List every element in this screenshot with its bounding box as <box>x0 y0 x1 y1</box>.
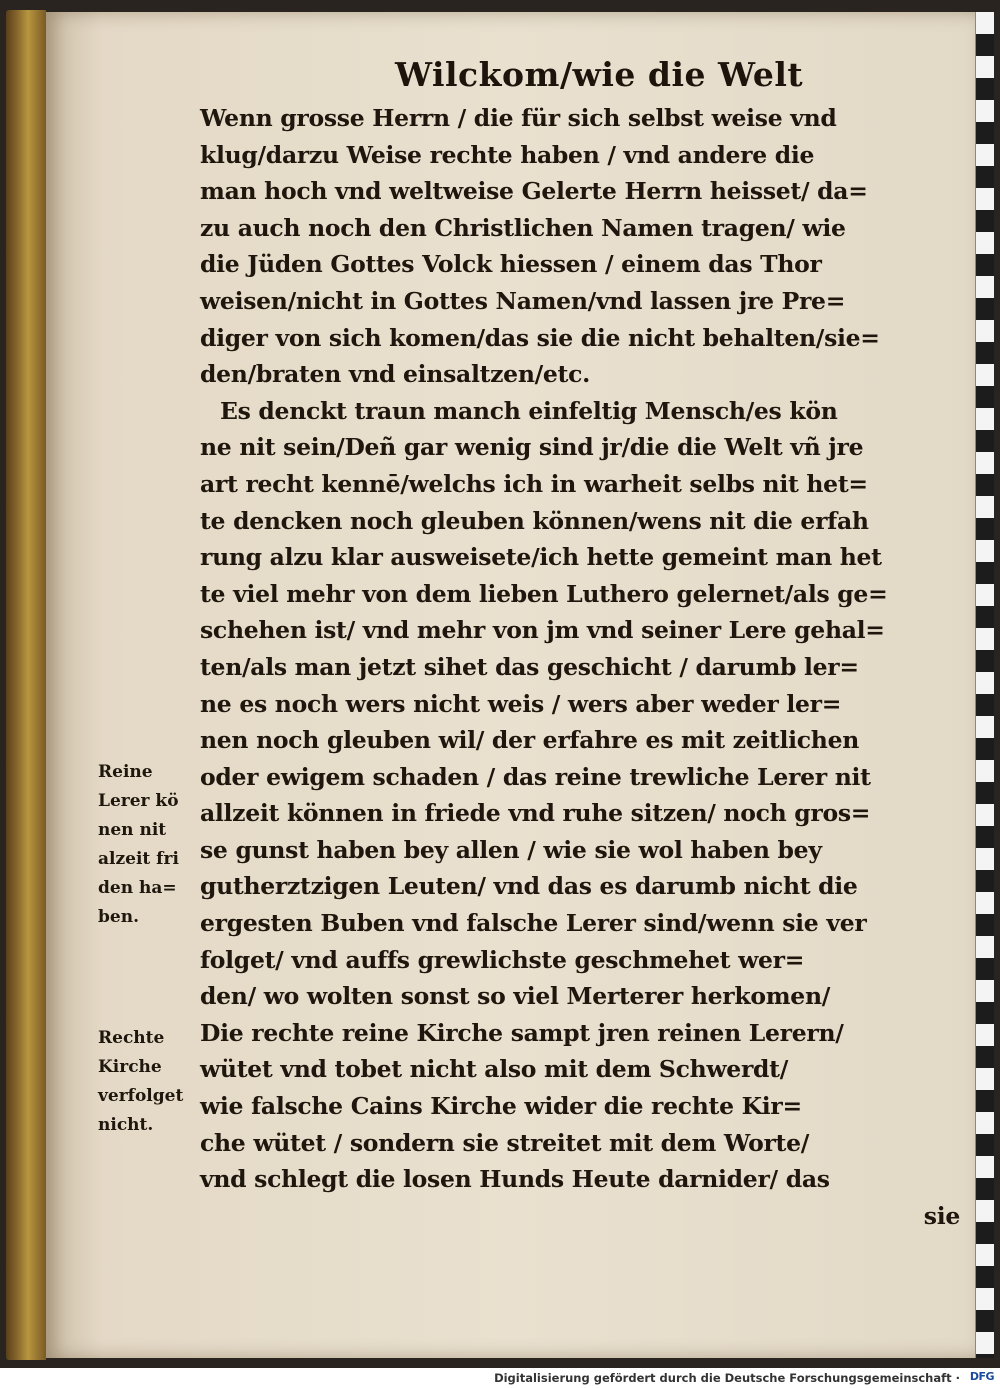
text-line: den/ wo wolten sonst so viel Merterer herkomen/ <box>200 982 831 1011</box>
marginal-line: verfolget <box>98 1086 184 1106</box>
marginal-line: nen nit <box>98 820 167 840</box>
marginal-note <box>98 1024 213 1140</box>
marginal-line: ben. <box>98 907 139 927</box>
scale-ruler <box>975 12 994 1358</box>
text-line: man hoch vnd weltweise Gelerte Herrn heisset/ da= <box>200 177 868 206</box>
text-line: che wütet / sondern sie streitet mit dem Worte/ <box>200 1128 810 1157</box>
book-spine-edge <box>6 10 46 1360</box>
marginal-line: Rechte <box>98 1028 165 1048</box>
text-line: art recht kennē/welchs ich in warheit selbs nit het= <box>200 469 868 498</box>
text-line: allzeit können in friede vnd ruhe sitzen/ noch gros= <box>200 799 871 828</box>
text-line: vnd schlegt die losen Hunds Heute darnider/ das <box>200 1165 830 1194</box>
text-line: Die rechte reine Kirche sampt jren reinen Lerern/ <box>200 1018 844 1047</box>
marginal-line: alzeit fri <box>98 849 179 869</box>
text-line: wütet vnd tobet nicht also mit dem Schwerdt/ <box>200 1055 789 1084</box>
footer-credit: Digitalisierung gefördert durch die Deutsche Forschungsgemeinschaft · <box>494 1371 960 1385</box>
running-head: Wilckom/wie die Welt <box>395 55 804 94</box>
body-text <box>200 100 970 1234</box>
text-line: oder ewigem schaden / das reine trewliche Lerer nit <box>200 762 871 791</box>
text-line: te viel mehr von dem lieben Luthero gelernet/als ge= <box>200 579 888 608</box>
marginal-line: Reine <box>98 762 153 782</box>
text-line: ergesten Buben vnd falsche Lerer sind/wenn sie ver <box>200 909 867 938</box>
text-line: ne nit sein/Deñ gar wenig sind jr/die die Welt vñ jre <box>200 433 864 462</box>
text-line: den/braten vnd einsaltzen/etc. <box>200 360 590 389</box>
text-line: ne es noch wers nicht weis / wers aber weder ler= <box>200 689 842 718</box>
text-line: wie falsche Cains Kirche wider die rechte Kir= <box>200 1092 802 1121</box>
marginal-note <box>98 758 213 932</box>
dfg-logo: DFG <box>969 1370 994 1383</box>
catchword: sie <box>923 1201 960 1230</box>
text-line: klug/darzu Weise rechte haben / vnd andere die <box>200 140 815 169</box>
text-line: zu auch noch den Christlichen Namen tragen/ wie <box>200 213 846 242</box>
text-line: ten/als man jetzt sihet das geschicht / darumb ler= <box>200 652 859 681</box>
text-line: se gunst haben bey allen / wie sie wol haben bey <box>200 835 822 864</box>
text-line: Wenn grosse Herrn / die für sich selbst weise vnd <box>200 104 837 132</box>
text-line: weisen/nicht in Gottes Namen/vnd lassen jre Pre= <box>200 286 846 315</box>
text-line: rung alzu klar ausweisete/ich hette gemeint man het <box>200 543 882 572</box>
footer-bar <box>0 1368 1000 1388</box>
text-line: diger von sich komen/das sie die nicht behalten/sie= <box>200 323 880 352</box>
text-line: nen noch gleuben wil/ der erfahre es mit zeitlichen <box>200 726 860 755</box>
text-line: Es denckt traun manch einfeltig Mensch/es kön <box>220 396 838 425</box>
text-line: schehen ist/ vnd mehr von jm vnd seiner Lere gehal= <box>200 616 885 645</box>
marginal-line: den ha= <box>98 878 177 898</box>
marginal-line: nicht. <box>98 1115 154 1135</box>
marginal-line: Kirche <box>98 1057 162 1077</box>
marginal-line: Lerer kö <box>98 791 179 811</box>
text-line: folget/ vnd auffs grewlichste geschmehet wer= <box>200 945 805 974</box>
text-line: gutherztzigen Leuten/ vnd das es darumb nicht die <box>200 872 858 901</box>
text-line: die Jüden Gottes Volck hiessen / einem das Thor <box>200 250 822 279</box>
text-line: te dencken noch gleuben können/wens nit die erfah <box>200 506 869 535</box>
